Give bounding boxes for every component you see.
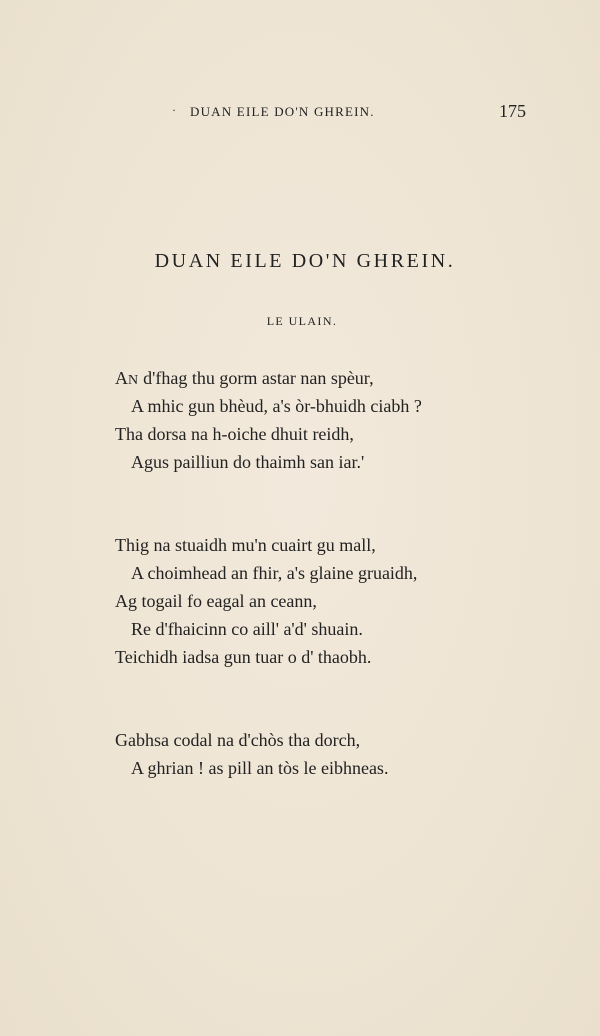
poem-line: Agus pailliun do thaimh san iar.' [131,452,365,472]
line-text: d'fhag thu gorm astar nan spèur, [143,368,374,388]
poem-line: A mhic gun bhèud, a's òr-bhuidh ciabh ? [131,396,422,416]
stanza-3 [115,726,555,782]
page-number: 175 [499,101,526,121]
poem-title [0,250,600,273]
poem-line [115,364,555,392]
poem-attribution-text: LE ULAIN. [266,314,338,328]
first-word-cap: A [115,368,128,388]
poem-line: Re d'fhaicinn co aill' a'd' shuain. [131,619,363,639]
first-word-smallcaps: N [128,373,139,388]
poem-line: Ag togail fo eagal an ceann, [115,591,317,611]
stanza-1 [115,364,555,476]
stanza-2 [115,531,555,671]
poem-line: A choimhead an fhir, a's glaine gruaidh, [131,563,418,583]
running-title: DUAN EILE DO'N GHREIN. [190,104,375,119]
poem-line: Teichidh iadsa gun tuar o d' thaobh. [115,647,372,667]
poem-line: Tha dorsa na h-oiche dhuit reidh, [115,424,354,444]
poem-title-text: DUAN EILE DO'N GHREIN. [154,250,456,272]
poem-line: Thig na stuaidh mu'n cuairt gu mall, [115,535,376,555]
header-mark: · [172,103,176,117]
poem-attribution [0,314,600,329]
poem-line: A ghrian ! as pill an tòs le eibhneas. [131,758,389,778]
poem-line: Gabhsa codal na d'chòs tha dorch, [115,730,361,750]
